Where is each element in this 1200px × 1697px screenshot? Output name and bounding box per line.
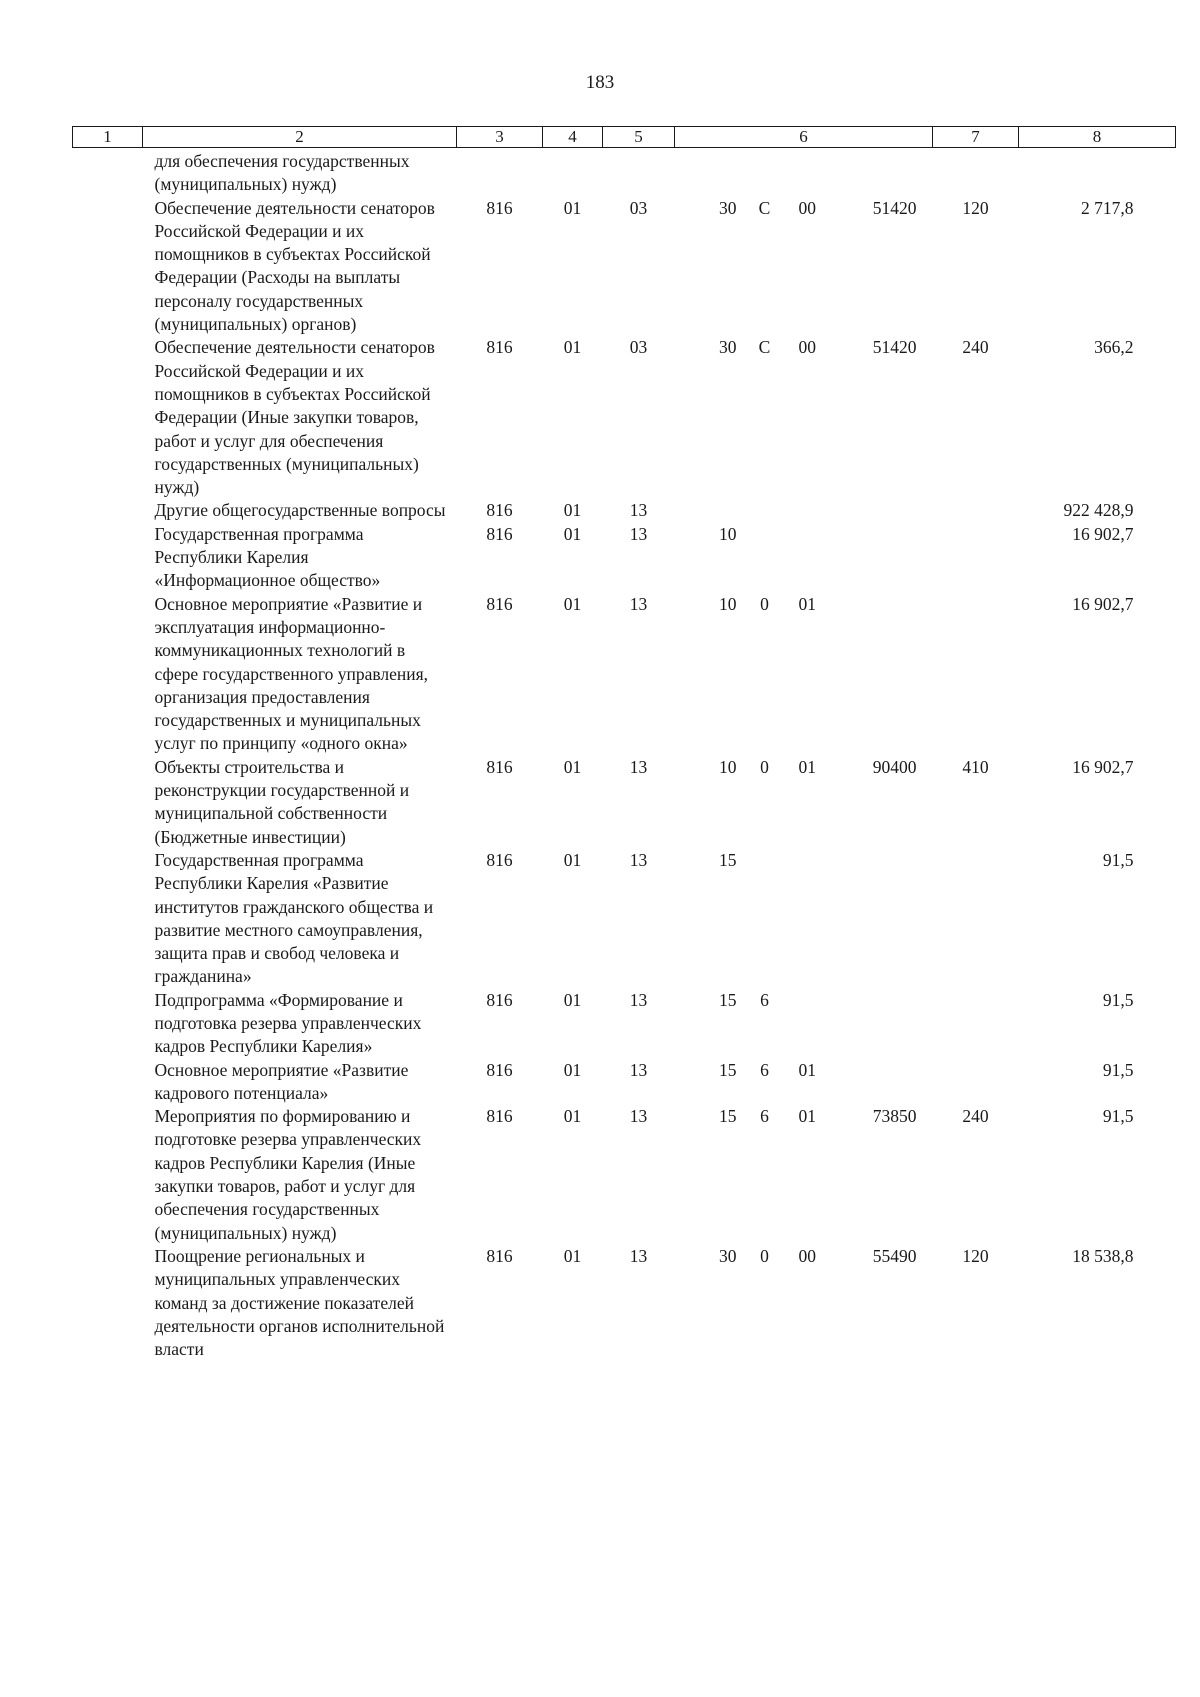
row-program-code: 10 [719, 523, 737, 544]
row-ministry-code: 816 [486, 989, 513, 1010]
row-event-code: 01 [798, 1106, 816, 1127]
row-amount: 922 428,9 [1063, 500, 1134, 521]
header-col-8: 8 [1019, 127, 1176, 148]
table-row [73, 989, 1176, 1059]
table-row [73, 336, 1176, 499]
row-program-code: 30 [719, 197, 737, 218]
row-ministry-code: 816 [486, 523, 513, 544]
table-row [73, 1245, 1176, 1361]
row-event-code: 01 [798, 593, 816, 614]
row-ministry-code: 816 [486, 1106, 513, 1127]
row-amount: 16 902,7 [1072, 593, 1134, 614]
row-direction-code: 51420 [872, 197, 917, 218]
row-ministry-code: 816 [486, 1059, 513, 1080]
table-header [73, 127, 1176, 148]
row-event-code [787, 523, 827, 593]
row-subsection-code: 13 [629, 593, 648, 614]
row-direction-code [827, 593, 933, 756]
row-program-code: 30 [719, 337, 737, 358]
row-expense-type [933, 1059, 1019, 1106]
header-col-4: 4 [543, 127, 603, 148]
row-ministry-code: 816 [486, 756, 513, 777]
row-section-code: 01 [563, 1106, 582, 1127]
row-name: Объекты строительства и реконструкции государственной и муниципальной собственности (Бюджетные инвестиции) [154, 756, 410, 847]
row-section-code [543, 148, 603, 197]
row-program-code: 10 [719, 593, 737, 614]
row-direction-code [827, 1059, 933, 1106]
row-subsection-code: 13 [629, 1245, 648, 1266]
row-section-code: 01 [563, 337, 582, 358]
header-col-3: 3 [457, 127, 543, 148]
row-subprogram-code: С [758, 337, 771, 358]
table-row [73, 593, 1176, 756]
row-subprogram-code: 6 [760, 989, 769, 1010]
row-program-code: 10 [719, 756, 737, 777]
table-row [73, 197, 1176, 337]
row-event-code: 00 [798, 1245, 816, 1266]
row-direction-code [827, 499, 933, 522]
row-subprogram-code: 6 [760, 1106, 769, 1127]
table-row [73, 849, 1176, 989]
row-subprogram-code: 0 [760, 756, 769, 777]
row-expense-type: 240 [962, 1106, 989, 1127]
row-direction-code [827, 523, 933, 593]
row-subsection-code: 13 [629, 989, 648, 1010]
row-subsection-code [603, 148, 675, 197]
row-subsection-code: 13 [629, 849, 648, 870]
row-section-code: 01 [563, 197, 582, 218]
row-name: Государственная программа Республики Карелия «Информационное общество» [154, 523, 381, 591]
row-ministry-code [457, 148, 543, 197]
row-program-code [675, 499, 743, 522]
row-amount: 91,5 [1102, 1106, 1134, 1127]
row-amount: 18 538,8 [1072, 1245, 1134, 1266]
budget-table [72, 126, 1176, 1361]
row-expense-type: 240 [962, 337, 989, 358]
row-subprogram-code: 6 [760, 1059, 769, 1080]
header-col-5: 5 [603, 127, 675, 148]
row-event-code: 01 [798, 756, 816, 777]
row-subprogram-code: С [758, 197, 771, 218]
row-amount: 91,5 [1102, 1059, 1134, 1080]
row-subprogram-code [743, 499, 787, 522]
table-row [73, 499, 1176, 522]
row-ministry-code: 816 [486, 500, 513, 521]
row-event-code [787, 849, 827, 989]
row-name: для обеспечения государственных (муниципальных) нужд) [154, 151, 410, 195]
row-name: Поощрение региональных и муниципальных управленческих команд за достижение показателей деятельности органов исполнительной власти [154, 1245, 445, 1360]
table-row [73, 148, 1176, 197]
row-section-code: 01 [563, 989, 582, 1010]
row-event-code: 00 [798, 337, 816, 358]
row-event-code: 00 [798, 197, 816, 218]
row-subsection-code: 03 [629, 197, 648, 218]
row-name: Обеспечение деятельности сенаторов Российской Федерации и их помощников в субъектах Российской Федерации (Расходы на выплаты персоналу государственных (муниципальных) органов) [154, 197, 435, 335]
row-name: Подпрограмма «Формирование и подготовка резерва управленческих кадров Республики Карелия» [154, 989, 422, 1057]
row-expense-type [933, 593, 1019, 756]
row-subprogram-code [743, 849, 787, 989]
row-section-code: 01 [563, 593, 582, 614]
table-row [73, 1105, 1176, 1245]
row-event-code: 01 [798, 1059, 816, 1080]
row-ministry-code: 816 [486, 197, 513, 218]
row-event-code [787, 989, 827, 1059]
row-subsection-code: 13 [629, 500, 648, 521]
row-expense-type [933, 849, 1019, 989]
row-name: Другие общегосударственные вопросы [154, 500, 446, 521]
row-expense-type: 120 [962, 197, 989, 218]
row-direction-code: 55490 [872, 1245, 917, 1266]
row-ministry-code: 816 [486, 1245, 513, 1266]
row-section-code: 01 [563, 1059, 582, 1080]
page-number: 183 [585, 72, 615, 93]
row-subsection-code: 13 [629, 756, 648, 777]
row-ministry-code: 816 [486, 849, 513, 870]
row-program-code: 15 [719, 849, 737, 870]
row-direction-code: 90400 [872, 756, 917, 777]
row-direction-code: 73850 [872, 1106, 917, 1127]
row-amount: 2 717,8 [1081, 197, 1134, 218]
row-ministry-code: 816 [486, 337, 513, 358]
table-row [73, 523, 1176, 593]
table-row [73, 756, 1176, 849]
row-program-code: 15 [719, 1106, 737, 1127]
row-program-code [675, 148, 743, 197]
row-program-code: 30 [719, 1245, 737, 1266]
row-direction-code: 51420 [872, 337, 917, 358]
row-program-code: 15 [719, 989, 737, 1010]
row-amount: 16 902,7 [1072, 523, 1134, 544]
row-section-code: 01 [563, 849, 582, 870]
row-expense-type [933, 989, 1019, 1059]
row-program-code: 15 [719, 1059, 737, 1080]
row-subprogram-code [743, 148, 787, 197]
row-ministry-code: 816 [486, 593, 513, 614]
row-section-code: 01 [563, 523, 582, 544]
row-subsection-code: 13 [629, 523, 648, 544]
row-subprogram-code [743, 523, 787, 593]
row-expense-type: 120 [962, 1245, 989, 1266]
row-direction-code [827, 849, 933, 989]
row-name: Основное мероприятие «Развитие кадрового потенциала» [154, 1059, 409, 1103]
row-direction-code [827, 989, 933, 1059]
row-expense-type [933, 523, 1019, 593]
header-col-1: 1 [73, 127, 143, 148]
row-amount: 366,2 [1094, 337, 1134, 358]
table-row [73, 1059, 1176, 1106]
row-section-code: 01 [563, 500, 582, 521]
row-subprogram-code: 0 [760, 593, 769, 614]
row-name: Мероприятия по формированию и подготовке резерва управленческих кадров Республики Карелия (Иные закупки товаров, работ и услуг для обеспечения государственных (муниципальных) нужд) [154, 1106, 422, 1243]
row-name: Государственная программа Республики Карелия «Развитие институтов гражданского общества и развитие местного самоуправления, защита прав и свобод человека и гражданина» [154, 849, 434, 987]
row-subsection-code: 13 [629, 1059, 648, 1080]
row-expense-type [933, 499, 1019, 522]
row-subsection-code: 03 [629, 337, 648, 358]
row-event-code [787, 499, 827, 522]
row-amount: 16 902,7 [1072, 756, 1134, 777]
header-col-2: 2 [143, 127, 457, 148]
row-name: Основное мероприятие «Развитие и эксплуатация информационно-коммуникационных технологий в сфере государственного управления, организация предоставления государственных и муниципальных услуг по принципу «одного окна» [154, 593, 429, 754]
header-col-7: 7 [933, 127, 1019, 148]
row-subprogram-code: 0 [760, 1245, 769, 1266]
row-expense-type [933, 148, 1019, 197]
row-amount: 91,5 [1102, 989, 1134, 1010]
row-amount [1019, 148, 1176, 197]
row-section-code: 01 [563, 756, 582, 777]
row-subsection-code: 13 [629, 1106, 648, 1127]
row-amount: 91,5 [1102, 849, 1134, 870]
row-section-code: 01 [563, 1245, 582, 1266]
row-event-code [787, 148, 827, 197]
row-direction-code [827, 148, 933, 197]
row-expense-type: 410 [962, 756, 989, 777]
header-col-6: 6 [675, 127, 933, 148]
row-name: Обеспечение деятельности сенаторов Российской Федерации и их помощников в субъектах Российской Федерации (Иные закупки товаров, работ и услуг для обеспечения государственных (муниципальных) нужд) [154, 337, 435, 498]
table-body [73, 148, 1176, 1362]
